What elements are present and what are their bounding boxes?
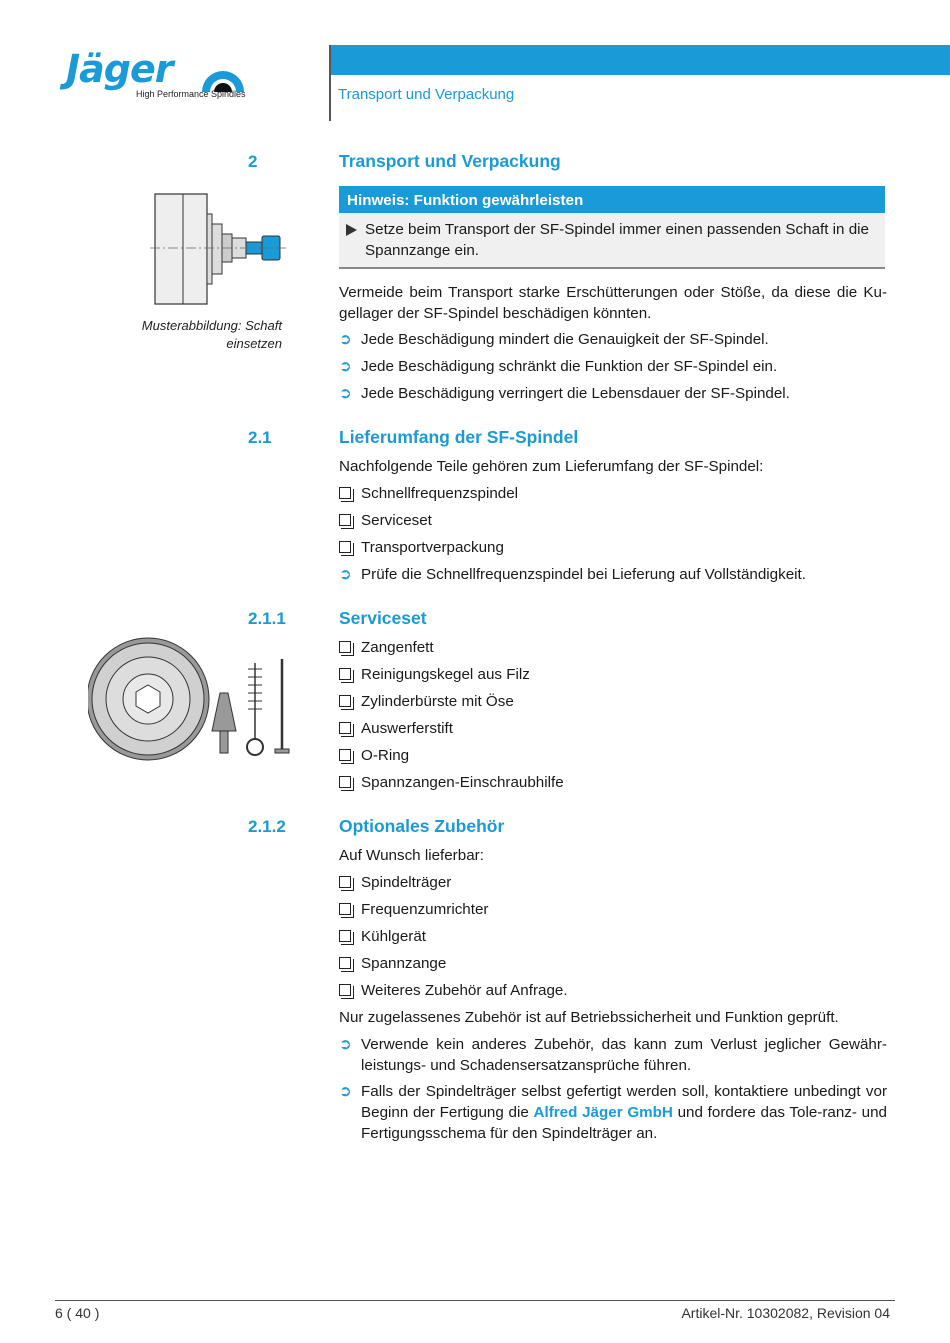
list-item: Zylinderbürste mit Öse (339, 691, 887, 712)
arrow-icon: ➲ (339, 1036, 352, 1053)
checkbox-icon (339, 899, 357, 921)
checkbox-icon (339, 872, 357, 894)
arrow-icon: ➲ (339, 385, 352, 402)
section-title: Lieferumfang der SF-Spindel (339, 427, 579, 447)
checkbox-icon (339, 718, 357, 740)
checkbox-icon (339, 772, 357, 794)
figure-caption: Musterabbildung: Schaft einsetzen (141, 318, 282, 351)
list-item: Frequenzumrichter (339, 899, 887, 920)
play-triangle-icon (346, 224, 357, 236)
paragraph: Auf Wunsch lieferbar: (339, 847, 484, 864)
list-item: Kühlgerät (339, 926, 887, 947)
checkbox-icon (339, 664, 357, 686)
paragraph: Vermeide beim Transport starke Erschütterungen oder Stöße, da diese die Ku-gellager der SF-Spindel beschädigen könnten. (339, 284, 887, 322)
company-logo (66, 47, 256, 106)
section-title: Transport und Verpackung (339, 151, 561, 171)
page-number: 6 ( 40 ) (55, 1305, 100, 1321)
checkbox-icon (339, 483, 357, 505)
logo-tagline: High Performance Spindles (136, 89, 246, 99)
checkbox-icon (339, 926, 357, 948)
checkbox-icon (339, 537, 357, 559)
arrow-icon: ➲ (339, 358, 352, 375)
list-item: ➲ Falls der Spindelträger selbst gefertigt werden soll, kontaktiere unbedingt vor Beginn der Fertigung die Alfred Jäger GmbH und fordere das Tole-ranz- und Fertigungsschema für den Spindelträger an. (339, 1083, 887, 1142)
checkbox-icon (339, 953, 357, 975)
section-number: 2.1 (248, 428, 272, 447)
list-item: Weiteres Zubehör auf Anfrage. (339, 980, 887, 1001)
list-item: ➲ Prüfe die Schnellfrequenzspindel bei Lieferung auf Vollständigkeit. (339, 566, 806, 583)
list-item: Spannzangen-Einschraubhilfe (339, 772, 887, 793)
note-body (339, 213, 885, 267)
section-title: Optionales Zubehör (339, 816, 505, 836)
chapter-title: Transport und Verpackung (338, 86, 515, 103)
list-item: O-Ring (339, 745, 887, 766)
list-item: ➲ Verwende kein anderes Zubehör, das kann zum Verlust jeglicher Gewähr-leistungs- und Schadensersatzansprüche führen. (339, 1036, 887, 1074)
list-item: Spannzange (339, 953, 887, 974)
article-number: Artikel-Nr. 10302082, Revision 04 (681, 1305, 890, 1321)
arrow-icon: ➲ (339, 331, 352, 348)
paragraph: Nachfolgende Teile gehören zum Lieferumfang der SF-Spindel: (339, 458, 764, 475)
section-number: 2.1.2 (248, 817, 286, 836)
header-bar (331, 45, 950, 75)
checkbox-icon (339, 691, 357, 713)
list-item: Transportverpackung (339, 537, 887, 558)
list-item: Auswerferstift (339, 718, 887, 739)
section-number: 2.1.1 (248, 609, 286, 628)
list-item: Spindelträger (339, 872, 887, 893)
checkbox-icon (339, 637, 357, 659)
service-set-figure (88, 633, 298, 763)
checkbox-icon (339, 745, 357, 767)
checkbox-icon (339, 510, 357, 532)
section-title: Serviceset (339, 608, 427, 628)
list-item: ➲ Jede Beschädigung mindert die Genauigkeit der SF-Spindel. (339, 331, 769, 348)
paragraph: Nur zugelassenes Zubehör ist auf Betriebssicherheit und Funktion geprüft. (339, 1009, 839, 1026)
logo-wordmark: Jäger (66, 47, 173, 91)
arrow-icon: ➲ (339, 566, 352, 583)
list-item: Zangenfett (339, 637, 887, 658)
list-item: ➲ Jede Beschädigung schränkt die Funktion der SF-Spindel ein. (339, 358, 778, 375)
section-number: 2 (248, 152, 258, 171)
list-item: ➲ Jede Beschädigung verringert die Lebensdauer der SF-Spindel. (339, 385, 790, 402)
note-box (339, 186, 885, 269)
note-heading: Hinweis: Funktion gewährleisten (339, 186, 885, 213)
checkbox-icon (339, 980, 357, 1002)
arrow-icon: ➲ (339, 1083, 352, 1100)
company-name: Alfred Jäger GmbH (533, 1104, 673, 1121)
footer-divider (55, 1300, 895, 1301)
list-item: Reinigungskegel aus Filz (339, 664, 887, 685)
list-item: Serviceset (339, 510, 887, 531)
list-item: Schnellfrequenzspindel (339, 483, 887, 504)
note-text: Setze beim Transport der SF-Spindel immer einen passenden Schaft in die Spannzange ein. (365, 221, 869, 259)
spindle-shaft-figure (150, 190, 290, 308)
